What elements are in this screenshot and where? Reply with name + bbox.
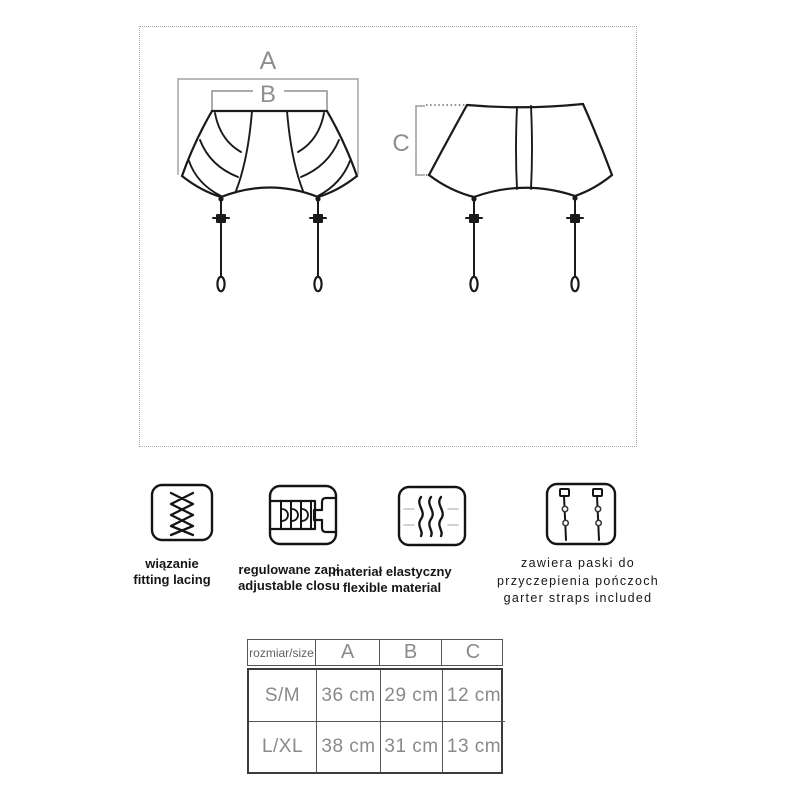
garter-strap — [466, 196, 482, 291]
size-table-cell: L/XL — [249, 721, 316, 772]
size-table-header — [247, 639, 503, 666]
size-table-cell: 38 cm — [316, 721, 380, 772]
size-table-body — [247, 668, 503, 774]
seam-lines — [189, 111, 350, 196]
feature-caption-straps — [497, 555, 659, 608]
size-table-cell: 13 cm — [442, 721, 505, 772]
center-panel-seams — [516, 106, 532, 189]
caption-line: fitting lacing — [133, 572, 211, 587]
garter-belt-diagram — [139, 26, 637, 447]
measure-label-c: C — [392, 130, 410, 157]
garter-belt-front-drawing — [182, 111, 357, 291]
caption-line: flexible material — [342, 580, 442, 595]
size-table-header-cell: rozmiar/size — [249, 645, 314, 660]
feature-caption-closure — [238, 562, 340, 594]
garter-straps-icon — [545, 482, 617, 546]
caption-line: zawiera paski do — [521, 556, 635, 570]
measure-bracket-c — [416, 106, 425, 175]
size-table-cell: 12 cm — [442, 670, 505, 721]
size-table-header-cell: C — [441, 640, 504, 665]
caption-line: adjustable closu — [238, 578, 340, 593]
size-table-cell: 31 cm — [380, 721, 442, 772]
feature-caption-elastic — [332, 564, 451, 596]
size-table-header-cell: A — [315, 640, 379, 665]
caption-line: garter straps included — [503, 591, 653, 605]
size-table-cell: S/M — [264, 684, 301, 706]
garter-strap — [567, 195, 583, 291]
caption-line: materiał elastyczny — [332, 564, 452, 579]
size-table-cell: 36 cm — [316, 670, 380, 721]
measure-label-b: B — [259, 81, 277, 108]
size-table-header-cell: B — [379, 640, 441, 665]
garter-strap — [310, 196, 326, 291]
measure-label-a: A — [259, 47, 277, 75]
size-table-cell: 29 cm — [380, 670, 442, 721]
feature-caption-lacing — [133, 556, 210, 588]
elastic-material-icon — [397, 485, 467, 547]
lacing-icon — [150, 483, 214, 542]
caption-line: wiązanie — [145, 556, 199, 571]
caption-line: przyczepienia pończoch — [496, 573, 660, 588]
garter-belt-back-drawing — [429, 104, 612, 291]
adjustable-closure-icon — [268, 484, 338, 546]
caption-line: regulowane zapi — [238, 562, 340, 577]
garter-strap — [213, 196, 229, 291]
